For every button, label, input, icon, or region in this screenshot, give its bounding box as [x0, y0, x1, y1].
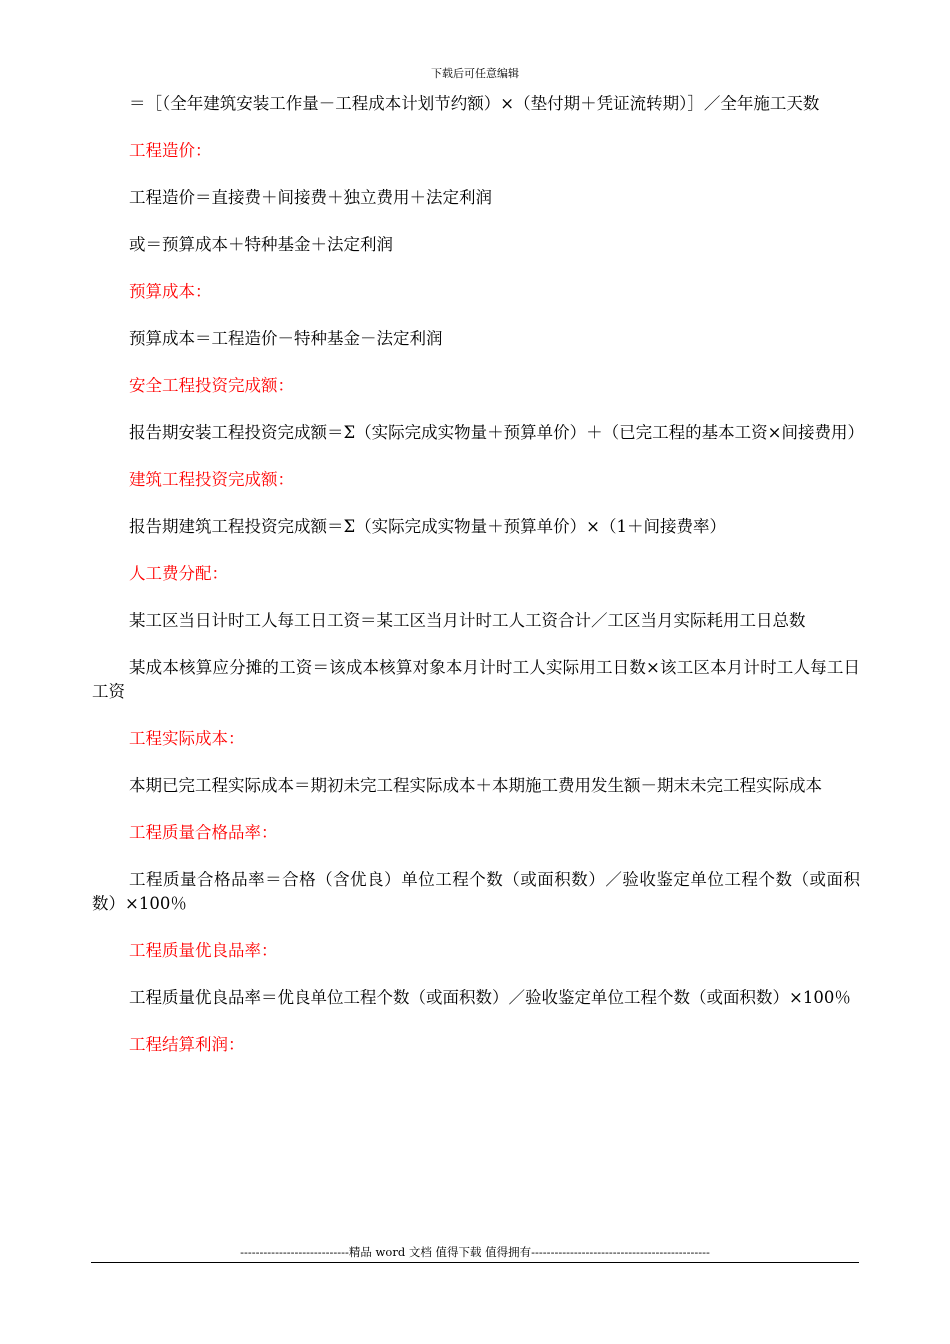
section-heading: 工程质量合格品率：: [129, 823, 278, 842]
section-heading: 预算成本：: [129, 282, 212, 301]
section-heading: 工程实际成本：: [129, 729, 245, 748]
formula-paragraph: 某工区当日计时工人每工日工资＝某工区当月计时工人工资合计／工区当月实际耗用工日总数: [129, 611, 806, 630]
formula-paragraph: 报告期建筑工程投资完成额＝Σ（实际完成实物量＋预算单价）×（1＋间接费率）: [129, 517, 726, 536]
section-heading: 人工费分配：: [129, 564, 228, 583]
formula-paragraph: 或＝预算成本＋特种基金＋法定利润: [129, 235, 393, 254]
section-heading: 工程质量优良品率：: [129, 941, 278, 960]
page-header: 下载后可任意编辑: [431, 67, 519, 80]
formula-paragraph: 工程质量合格品率＝合格（含优良）单位工程个数（或面积数）／验收鉴定单位工程个数（或面积数）×100％: [92, 870, 860, 913]
section-heading: 建筑工程投资完成额：: [129, 470, 294, 489]
formula-paragraph: 预算成本＝工程造价－特种基金－法定利润: [129, 329, 443, 348]
section-heading: 工程结算利润：: [129, 1035, 245, 1054]
document-body: [92, 92, 864, 1080]
formula-paragraph: 工程质量优良品率＝优良单位工程个数（或面积数）／验收鉴定单位工程个数（或面积数）×100％: [129, 988, 851, 1007]
section-heading: 工程造价：: [129, 141, 212, 160]
formula-paragraph: 本期已完工程实际成本＝期初未完工程实际成本＋本期施工费用发生额－期末未完工程实际成本: [129, 776, 822, 795]
section-heading: 安全工程投资完成额：: [129, 376, 294, 395]
footer-divider: [91, 1262, 859, 1263]
formula-paragraph: 工程造价＝直接费＋间接费＋独立费用＋法定利润: [129, 188, 492, 207]
formula-paragraph: 某成本核算应分摊的工资＝该成本核算对象本月计时工人实际用工日数×该工区本月计时工人每工日工资: [92, 658, 860, 701]
formula-paragraph: ＝［（全年建筑安装工作量－工程成本计划节约额）×（垫付期＋凭证流转期）］／全年施工天数: [129, 94, 820, 113]
page-footer: ----------------------------精品 word 文档 值得下载 值得拥有----------------------------------------------: [240, 1245, 710, 1259]
formula-paragraph: 报告期安装工程投资完成额＝Σ（实际完成实物量＋预算单价）＋（已完工程的基本工资×间接费用）: [129, 423, 864, 442]
